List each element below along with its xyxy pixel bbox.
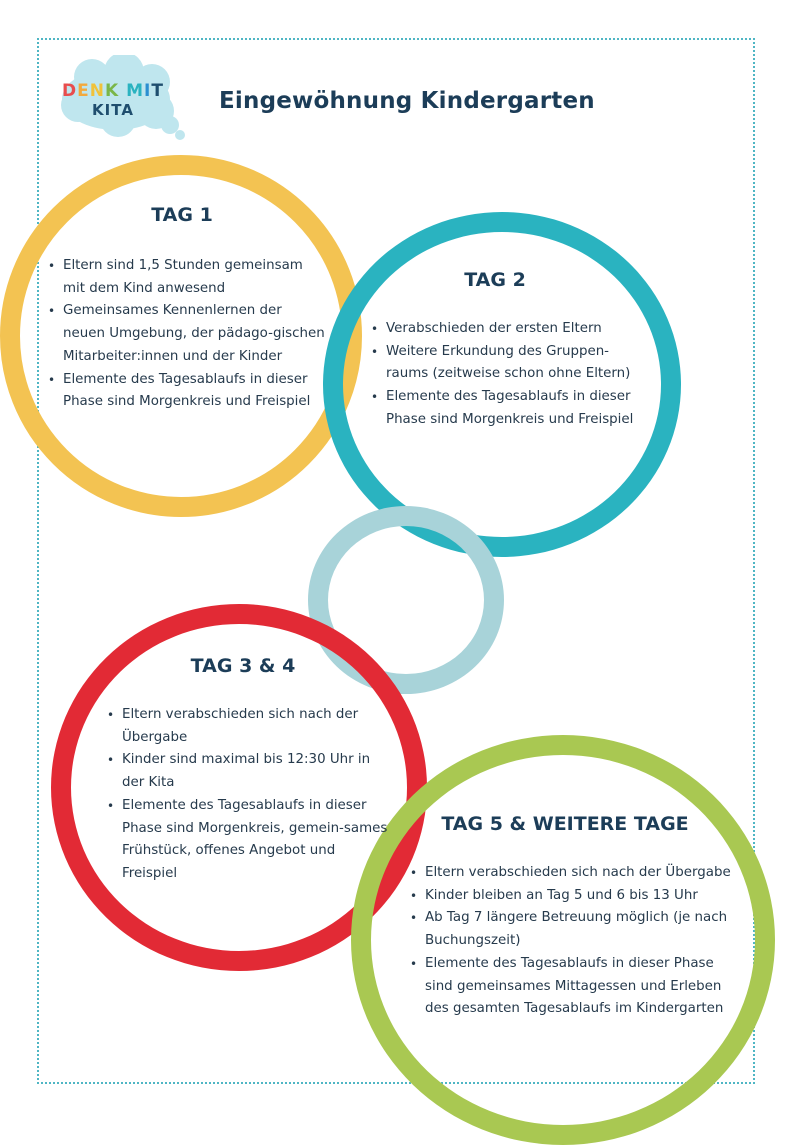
day2-heading: TAG 2	[464, 269, 526, 291]
logo-letter: D	[62, 81, 78, 101]
list-item: • Elemente des Tagesablaufs in dieser Phase sind Morgenkreis, gemein-sames Frühstück, offenes Angebot und Freispiel	[106, 795, 392, 886]
denk-mit-kita-logo	[58, 55, 190, 147]
list-item: • Elemente des Tagesablaufs in dieser Phase sind Morgenkreis und Freispiel	[370, 386, 640, 431]
logo-letter: K	[105, 81, 120, 101]
logo-letter: M	[126, 81, 145, 101]
list-item: • Eltern verabschieden sich nach der Übergabe	[106, 704, 392, 749]
logo-letter: T	[151, 81, 164, 101]
page-title: Eingewöhnung Kindergarten	[219, 88, 595, 114]
day1-list	[47, 255, 327, 414]
logo-letter: N	[89, 81, 105, 101]
list-item: • Elemente des Tagesablaufs in dieser Phase sind Morgenkreis und Freispiel	[47, 369, 327, 414]
logo-letter: I	[144, 81, 152, 101]
logo-letter: E	[77, 81, 90, 101]
list-item: • Eltern sind 1,5 Stunden gemeinsam mit dem Kind anwesend	[47, 255, 327, 300]
logo-line2: KITA	[92, 101, 134, 119]
day3-4-list	[106, 704, 392, 886]
day1-heading: TAG 1	[151, 204, 213, 226]
list-item: • Weitere Erkundung des Gruppen-raums (zeitweise schon ohne Eltern)	[370, 341, 640, 386]
list-item: • Kinder sind maximal bis 12:30 Uhr in der Kita	[106, 749, 392, 794]
list-item: • Ab Tag 7 längere Betreuung möglich (je nach Buchungszeit)	[409, 907, 739, 952]
day5-list	[409, 862, 739, 1021]
list-item: • Gemeinsames Kennenlernen der neuen Umgebung, der pädago-gischen Mitarbeiter:innen und der Kinder	[47, 300, 327, 368]
day5-heading: TAG 5 & WEITERE TAGE	[441, 813, 689, 835]
list-item: • Eltern verabschieden sich nach der Übergabe	[409, 862, 739, 885]
day3-4-heading: TAG 3 & 4	[190, 655, 296, 677]
list-item: • Kinder bleiben an Tag 5 und 6 bis 13 Uhr	[409, 885, 739, 908]
list-item: • Elemente des Tagesablaufs in dieser Phase sind gemeinsames Mittagessen und Erleben des gesamten Tagesablaufs im Kindergarten	[409, 953, 739, 1021]
list-item: • Verabschieden der ersten Eltern	[370, 318, 640, 341]
logo-line1	[58, 81, 168, 101]
day2-list	[370, 318, 640, 432]
